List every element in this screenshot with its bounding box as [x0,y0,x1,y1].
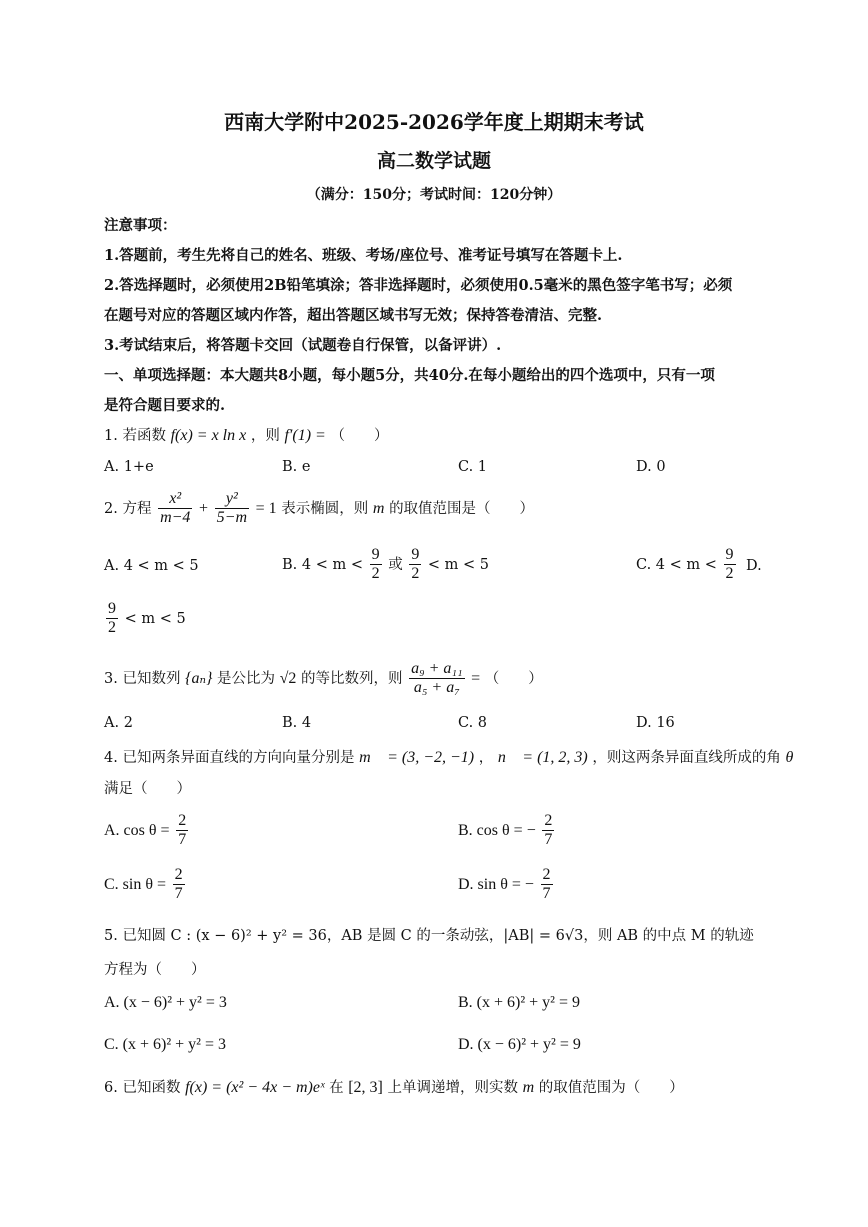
q4-option-a[interactable]: A. cos θ = $\frac{2}{7}$ [104,812,187,849]
notes-item-2: 2.答选择题时，必须使用2B铅笔填涂；答非选择题时，必须使用0.5毫米的黑色签字笔书写；必须 [104,277,733,294]
notes-item-2-cont: 在题号对应的答题区域内作答，超出答题区域书写无效；保持答卷清洁、完整. [104,307,603,324]
q1-option-a[interactable]: A. 1+e [104,459,154,475]
q2-fraction-y: $\frac{\text{y²}}{5-m}$ [216,490,248,527]
q3-option-d[interactable]: D. 16 [636,715,675,731]
question-5: 5. 已知圆 C : (x − 6)² + y² = 36，AB 是圆 C 的一条动弦，|AB| = 6√3，则 AB 的中点 M 的轨迹 [104,928,754,944]
q2-option-d[interactable]: $\frac{9}{2}$ < m < 5 [108,600,186,637]
q1-option-d[interactable]: D. 0 [636,459,666,475]
q2-fraction-x: $\frac{\text{x²}}{m-4}$ [160,490,191,527]
question-4: 4. 已知两条异面直线的方向向量分别是 m⃗ = (3, −2, −1) ， n⃗ = (1, 2, 3) ，则这两条异面直线所成的角 θ [104,749,794,766]
question-4-cont: 满足（ ） [104,781,191,797]
q1-option-c[interactable]: C. 1 [458,459,488,475]
question-1: 1. 若函数 f(x) = x ln x ，则 f′(1) = （ ） [104,427,389,444]
exam-title: 西南大学附中2025-2026学年度上期期末考试 [224,110,644,134]
q3-option-a[interactable]: A. 2 [104,715,133,731]
exam-info: （满分：150分；考试时间：120分钟） [306,187,562,203]
q4-option-d[interactable]: D. sin θ = − $\frac{2}{7}$ [458,866,551,903]
q1-ask: f′(1) = [284,427,326,444]
q3-option-c[interactable]: C. 8 [458,715,488,731]
q1-option-b[interactable]: B. e [282,459,311,475]
q2-option-b[interactable]: B. 4 < m < $\frac{9}{2}$ 或 $\frac{9}{2}$ < m < 5 [282,546,490,583]
q5-option-d[interactable]: D. (x − 6)² + y² = 9 [458,1036,581,1053]
q5-option-a[interactable]: A. (x − 6)² + y² = 3 [104,994,227,1011]
question-6: 6. 已知函数 f(x) = (x² − 4x − m)eˣ 在 [2, 3] 上单调递增，则实数 m 的取值范围为（ ） [104,1079,684,1096]
q4-option-c[interactable]: C. sin θ = $\frac{2}{7}$ [104,866,183,903]
q2-option-c[interactable]: C. 4 < m < $\frac{9}{2}$ [636,546,734,583]
q2-option-d-label[interactable]: D. [746,558,762,574]
question-2: 2. 方程 $\frac{\text{x²}}{m-4}$ + $\frac{\text{y²}}{5-m}$ = 1 表示椭圆，则 m 的取值范围是（ ） [104,490,535,527]
question-5-cont: 方程为（ ） [104,962,206,978]
q2-option-a[interactable]: A. 4 < m < 5 [104,558,199,574]
section-heading-cont: 是符合题目要求的. [104,397,226,414]
q4-option-b[interactable]: B. cos θ = − $\frac{2}{7}$ [458,812,553,849]
notes-item-1: 1.答题前，考生先将自己的姓名、班级、考场/座位号、准考证号填写在答题卡上. [104,247,623,264]
q3-option-b[interactable]: B. 4 [282,715,312,731]
q5-option-b[interactable]: B. (x + 6)² + y² = 9 [458,994,580,1011]
notes-item-3: 3.考试结束后，将答题卡交回（试题卷自行保管，以备评讲）. [104,337,502,354]
section-heading: 一、单项选择题：本大题共8小题，每小题5分，共40分.在每小题给出的四个选项中，只有一项 [104,367,715,384]
notes-heading: 注意事项： [104,217,177,234]
q5-option-c[interactable]: C. (x + 6)² + y² = 3 [104,1036,226,1053]
q3-fraction: $\frac{\text{a₉ + a₁₁}}{\text{a₅ + a₇}}$ [411,660,463,697]
q1-function: f(x) = x ln x [170,427,247,444]
question-3: 3. 已知数列 {aₙ} 是公比为 √2 的等比数列，则 $\frac{\text{a₉ + a₁₁}}{\text{a₅ + a₇}}$ = （ ） [104,660,543,697]
exam-subtitle: 高二数学试题 [376,150,491,172]
